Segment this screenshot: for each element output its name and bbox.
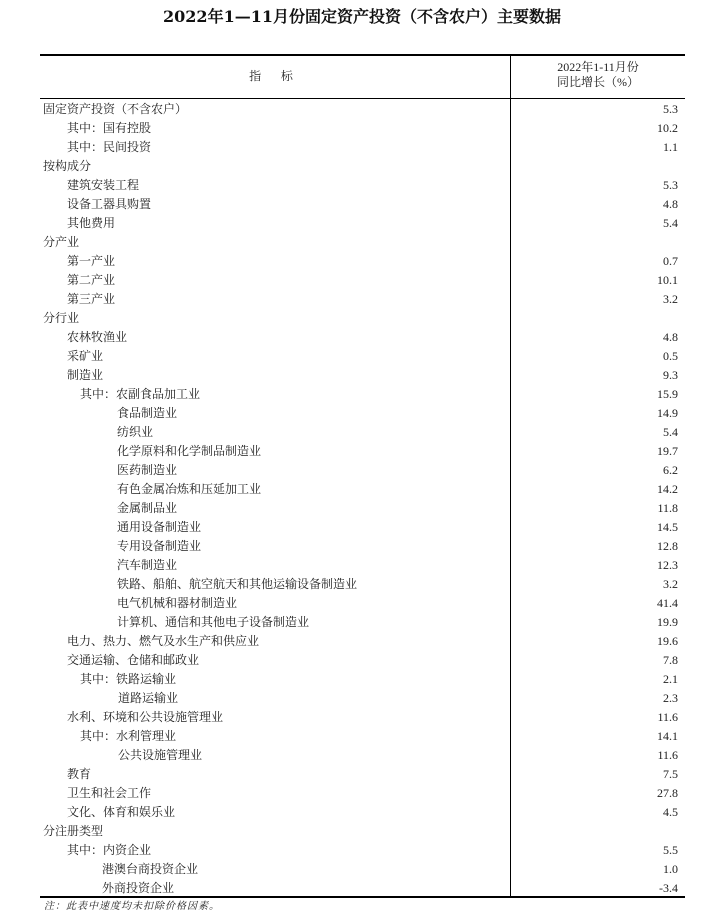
table-row	[40, 290, 685, 309]
row-label: 分注册类型	[43, 824, 104, 838]
table-row	[40, 879, 685, 898]
row-value: 9.3	[663, 368, 678, 382]
row-value: 11.6	[657, 748, 678, 762]
row-label: 有色金属冶炼和压延加工业	[117, 482, 262, 496]
row-value: 1.1	[663, 140, 678, 154]
table-row	[40, 746, 685, 765]
row-label: 农林牧渔业	[67, 330, 128, 344]
row-label: 设备工器具购置	[67, 197, 152, 211]
table-row	[40, 537, 685, 556]
row-value: 2.3	[663, 691, 678, 705]
table-row	[40, 366, 685, 385]
row-label: 医药制造业	[117, 463, 178, 477]
row-label: 交通运输、仓储和邮政业	[67, 653, 200, 667]
table-row	[40, 347, 685, 366]
row-label: 食品制造业	[117, 406, 178, 420]
table-row	[40, 423, 685, 442]
row-label: 道路运输业	[118, 691, 179, 705]
table-row	[40, 689, 685, 708]
row-value: 10.1	[657, 273, 678, 287]
table-row	[40, 651, 685, 670]
table-row	[40, 461, 685, 480]
row-value: 5.3	[663, 178, 678, 192]
table-row	[40, 480, 685, 499]
table-row	[40, 271, 685, 290]
row-label: 固定资产投资（不含农户）	[43, 102, 188, 116]
table-row	[40, 594, 685, 613]
row-value: 11.8	[657, 501, 678, 515]
row-value: 3.2	[663, 292, 678, 306]
table-row	[40, 214, 685, 233]
table-row	[40, 727, 685, 746]
row-value: 12.3	[657, 558, 678, 572]
row-value: 1.0	[663, 862, 678, 876]
row-label: 其中：农副食品加工业	[80, 387, 201, 401]
table-row	[40, 613, 685, 632]
row-value: 14.9	[657, 406, 678, 420]
row-label: 教育	[67, 767, 92, 781]
row-value: 0.7	[663, 254, 678, 268]
table-row	[40, 708, 685, 727]
table-row	[40, 518, 685, 537]
table-row	[40, 233, 685, 252]
table-row	[40, 841, 685, 860]
row-label: 文化、体育和娱乐业	[67, 805, 176, 819]
row-label: 通用设备制造业	[117, 520, 202, 534]
table-row	[40, 803, 685, 822]
row-label: 港澳台商投资企业	[102, 862, 199, 876]
row-label: 电气机械和器材制造业	[117, 596, 238, 610]
row-label: 纺织业	[117, 425, 154, 439]
table-row	[40, 632, 685, 651]
header-indicator: 指 标	[249, 69, 301, 83]
row-value: 14.5	[657, 520, 678, 534]
table-row	[40, 784, 685, 803]
table-row	[40, 404, 685, 423]
table-header-rule	[40, 98, 685, 99]
table-row	[40, 670, 685, 689]
row-label: 第三产业	[67, 292, 116, 306]
table-row	[40, 765, 685, 784]
row-value: 14.1	[657, 729, 678, 743]
row-value: 4.8	[663, 330, 678, 344]
row-label: 其中：民间投资	[67, 140, 152, 154]
row-label: 分产业	[43, 235, 80, 249]
table-row	[40, 100, 685, 119]
row-label: 电力、热力、燃气及水生产和供应业	[67, 634, 260, 648]
row-label: 建筑安装工程	[67, 178, 140, 192]
row-label: 其他费用	[67, 216, 116, 230]
header-value-line1: 2022年1-11月份	[557, 60, 639, 74]
table-row	[40, 385, 685, 404]
table-row	[40, 252, 685, 271]
row-label: 其中：铁路运输业	[80, 672, 177, 686]
table-row	[40, 442, 685, 461]
row-label: 卫生和社会工作	[67, 786, 152, 800]
row-value: 27.8	[657, 786, 678, 800]
row-value: 3.2	[663, 577, 678, 591]
row-value: 5.3	[663, 102, 678, 116]
row-value: 0.5	[663, 349, 678, 363]
row-value: 5.4	[663, 216, 678, 230]
row-label: 第二产业	[67, 273, 116, 287]
row-value: 15.9	[657, 387, 678, 401]
footnote: 注：此表中速度均未扣除价格因素。	[44, 901, 220, 912]
table-top-rule	[40, 54, 685, 56]
row-value: 5.4	[663, 425, 678, 439]
row-value: 14.2	[657, 482, 678, 496]
row-label: 按构成分	[43, 159, 92, 173]
row-label: 金属制品业	[117, 501, 178, 515]
row-label: 化学原料和化学制品制造业	[117, 444, 262, 458]
table-row	[40, 119, 685, 138]
row-value: 4.5	[663, 805, 678, 819]
row-label: 其中：水利管理业	[80, 729, 177, 743]
table-body	[40, 100, 685, 898]
row-label: 外商投资企业	[102, 881, 175, 895]
row-label: 汽车制造业	[117, 558, 178, 572]
row-value: 19.7	[657, 444, 678, 458]
row-label: 铁路、船舶、航空航天和其他运输设备制造业	[117, 577, 358, 591]
row-label: 分行业	[43, 311, 80, 325]
row-value: 41.4	[657, 596, 678, 610]
table-row	[40, 328, 685, 347]
table-row	[40, 575, 685, 594]
row-value: 19.6	[657, 634, 678, 648]
table-row	[40, 138, 685, 157]
row-value: 7.5	[663, 767, 678, 781]
table-row	[40, 822, 685, 841]
row-value: 7.8	[663, 653, 678, 667]
row-label: 第一产业	[67, 254, 116, 268]
row-label: 其中：内资企业	[67, 843, 152, 857]
table-row	[40, 556, 685, 575]
row-value: 10.2	[657, 121, 678, 135]
table-row	[40, 860, 685, 879]
row-value: 19.9	[657, 615, 678, 629]
row-value: -3.4	[659, 881, 678, 895]
table-row	[40, 157, 685, 176]
row-label: 制造业	[67, 368, 104, 382]
header-value-line2: 同比增长（%）	[557, 75, 639, 89]
row-label: 水利、环境和公共设施管理业	[67, 710, 224, 724]
row-label: 公共设施管理业	[118, 748, 203, 762]
header-value	[511, 60, 685, 90]
row-value: 4.8	[663, 197, 678, 211]
table-row	[40, 176, 685, 195]
row-value: 6.2	[663, 463, 678, 477]
row-label: 其中：国有控股	[67, 121, 152, 135]
row-value: 5.5	[663, 843, 678, 857]
row-value: 11.6	[657, 710, 678, 724]
page-title: 2022年1—11月份固定资产投资（不含农户）主要数据	[163, 7, 561, 26]
table-row	[40, 309, 685, 328]
row-value: 2.1	[663, 672, 678, 686]
row-label: 专用设备制造业	[117, 539, 202, 553]
row-value: 12.8	[657, 539, 678, 553]
table-row	[40, 499, 685, 518]
row-label: 采矿业	[67, 349, 104, 363]
row-label: 计算机、通信和其他电子设备制造业	[117, 615, 310, 629]
table-row	[40, 195, 685, 214]
